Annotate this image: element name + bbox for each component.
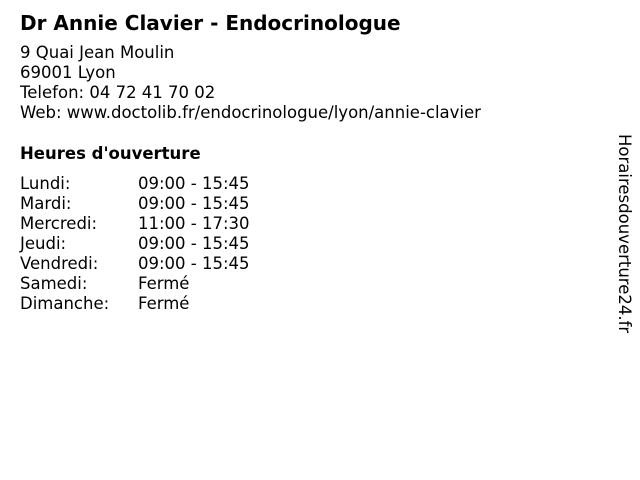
hours-row-thursday — [20, 234, 320, 254]
address-city: 69001 Lyon — [20, 63, 116, 82]
hours-row-friday — [20, 254, 320, 274]
time-value: 09:00 - 15:45 — [138, 254, 250, 273]
day-label: Dimanche: — [20, 294, 110, 313]
hours-row-tuesday — [20, 194, 320, 214]
time-value: Fermé — [138, 294, 190, 313]
day-label: Vendredi: — [20, 254, 99, 273]
time-value: Fermé — [138, 274, 190, 293]
hours-row-monday — [20, 174, 320, 194]
opening-hours-table — [20, 174, 320, 314]
hours-row-saturday — [20, 274, 320, 294]
time-value: 09:00 - 15:45 — [138, 174, 250, 193]
time-value: 11:00 - 17:30 — [138, 214, 250, 233]
opening-hours-heading: Heures d'ouverture — [20, 144, 201, 163]
contact-info — [20, 43, 481, 123]
website-url: Web: www.doctolib.fr/endocrinologue/lyon/annie-clavier — [20, 103, 481, 122]
day-label: Jeudi: — [20, 234, 67, 253]
page-title: Dr Annie Clavier - Endocrinologue — [20, 11, 401, 35]
phone-number: Telefon: 04 72 41 70 02 — [20, 83, 216, 102]
time-value: 09:00 - 15:45 — [138, 234, 250, 253]
hours-row-wednesday — [20, 214, 320, 234]
day-label: Samedi: — [20, 274, 88, 293]
address-street: 9 Quai Jean Moulin — [20, 43, 175, 62]
day-label: Mardi: — [20, 194, 72, 213]
day-label: Mercredi: — [20, 214, 98, 233]
day-label: Lundi: — [20, 174, 71, 193]
site-brand-watermark: Horairesdouverture24.fr — [615, 134, 634, 334]
time-value: 09:00 - 15:45 — [138, 194, 250, 213]
hours-row-sunday — [20, 294, 320, 314]
